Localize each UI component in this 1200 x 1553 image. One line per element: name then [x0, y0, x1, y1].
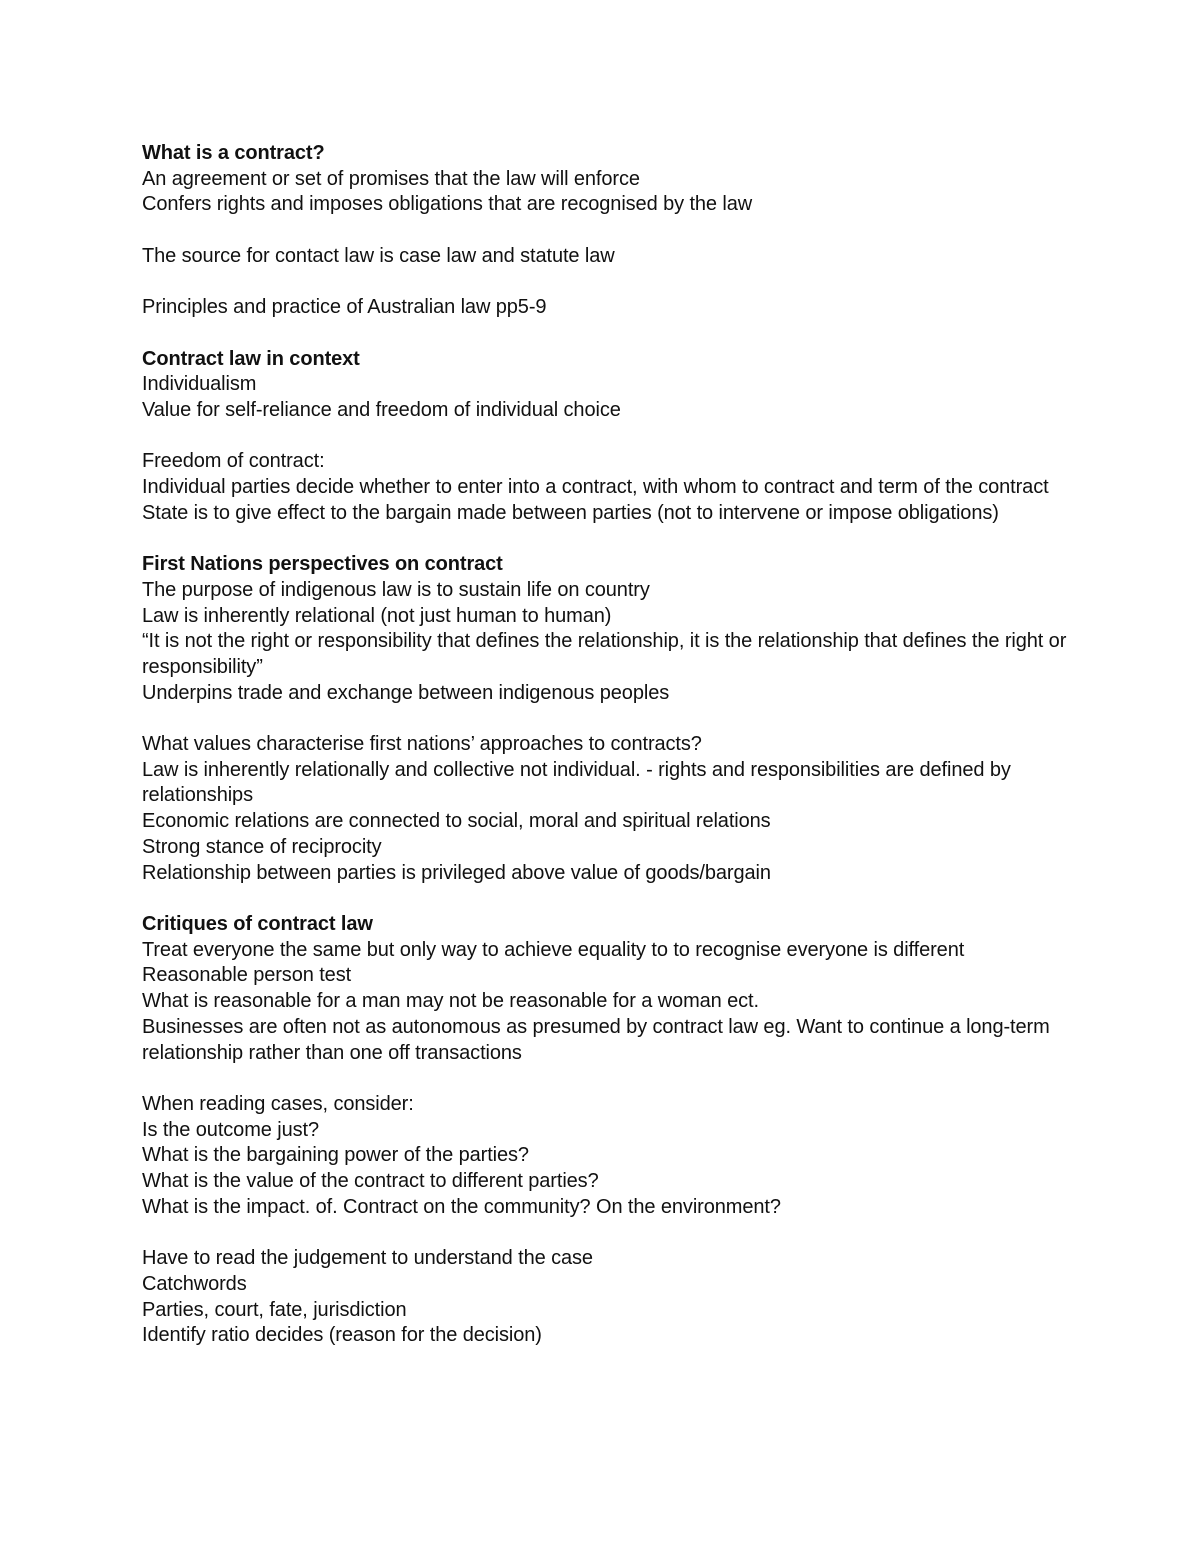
text-line: Freedom of contract: [142, 450, 325, 473]
text-line: Identify ratio decides (reason for the decision) [142, 1324, 542, 1347]
paragraph-gap [142, 1220, 1072, 1246]
text-line: Treat everyone the same but only way to achieve equality to to recognise everyone is different [142, 938, 965, 961]
text-line: Is the outcome just? [142, 1118, 319, 1141]
text-line: Principles and practice of Australian law pp5-9 [142, 296, 547, 319]
text-line: Economic relations are connected to social, moral and spiritual relations [142, 810, 771, 833]
text-line: Reasonable person test [142, 964, 352, 987]
paragraph-gap [142, 321, 1072, 347]
section-block [142, 347, 1072, 424]
paragraph-gap [142, 886, 1072, 912]
text-line: “It is not the right or responsibility that defines the relationship, it is the relationship that defines the right or responsibility” [142, 630, 1067, 678]
text-line: What is reasonable for a man may not be reasonable for a woman ect. [142, 990, 759, 1013]
section-block [142, 732, 1072, 886]
section-block [142, 244, 1072, 270]
section-heading: What is a contract? [142, 142, 325, 164]
text-line: Law is inherently relationally and collective not individual. - rights and responsibilities are defined by relationships [142, 758, 1011, 807]
document-body [142, 141, 1072, 1349]
text-line: What is the value of the contract to different parties? [142, 1170, 599, 1192]
section-block [142, 1246, 1072, 1349]
text-line: Individualism [142, 373, 257, 396]
text-line: What is the impact. of. Contract on the community? On the environment? [142, 1195, 781, 1218]
section-block [142, 141, 1072, 218]
text-line: What values characterise first nations’ approaches to contracts? [142, 733, 702, 756]
paragraph-gap [142, 424, 1072, 450]
text-line: The purpose of indigenous law is to sustain life on country [142, 578, 650, 601]
text-line: State is to give effect to the bargain made between parties (not to intervene or impose obligations) [142, 501, 999, 524]
section-block [142, 449, 1072, 526]
text-line: Relationship between parties is privileged above value of goods/bargain [142, 861, 771, 884]
text-line: What is the bargaining power of the parties? [142, 1144, 529, 1167]
text-line: Businesses are often not as autonomous as presumed by contract law eg. Want to continue a long-term relationship rather than one off transactions [142, 1015, 1050, 1064]
text-line: Catchwords [142, 1272, 247, 1295]
text-line: Confers rights and imposes obligations that are recognised by the law [142, 193, 753, 216]
text-line: Parties, court, fate, jurisdiction [142, 1298, 407, 1321]
section-heading: Critiques of contract law [142, 912, 373, 935]
paragraph-gap [142, 218, 1072, 244]
paragraph-gap [142, 1066, 1072, 1092]
section-block [142, 912, 1072, 1066]
paragraph-gap [142, 270, 1072, 296]
section-block [142, 552, 1072, 706]
text-line: Have to read the judgement to understand the case [142, 1247, 593, 1270]
text-line: The source for contact law is case law and statute law [142, 244, 615, 267]
section-heading: First Nations perspectives on contract [142, 553, 503, 576]
section-block [142, 1092, 1072, 1221]
text-line: Law is inherently relational (not just human to human) [142, 604, 612, 627]
section-block [142, 295, 1072, 321]
text-line: Strong stance of reciprocity [142, 835, 382, 858]
text-line: Individual parties decide whether to enter into a contract, with whom to contract and term of the contract [142, 476, 1049, 499]
paragraph-gap [142, 706, 1072, 732]
text-line: When reading cases, consider: [142, 1092, 414, 1115]
section-heading: Contract law in context [142, 347, 360, 370]
text-line: Value for self-reliance and freedom of individual choice [142, 398, 621, 421]
text-line: Underpins trade and exchange between indigenous peoples [142, 681, 670, 704]
text-line: An agreement or set of promises that the law will enforce [142, 167, 640, 190]
paragraph-gap [142, 526, 1072, 552]
